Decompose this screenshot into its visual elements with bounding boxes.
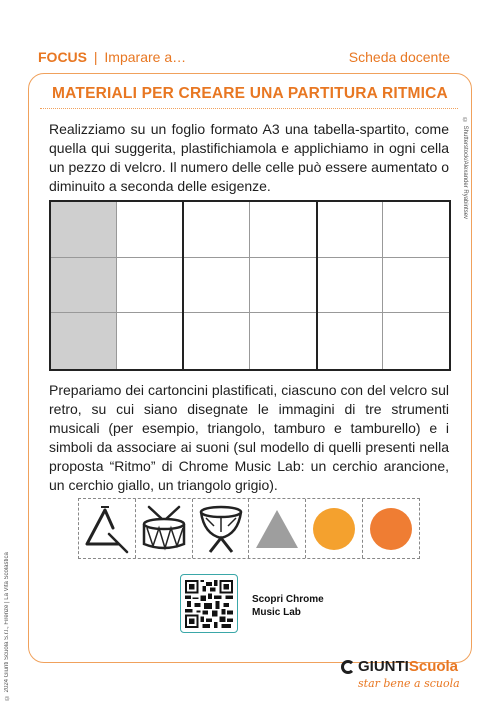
brand-tagline: star bene a scuola: [358, 677, 460, 690]
score-block: [316, 202, 449, 369]
header-section: Imparare a…: [104, 49, 187, 65]
brand-logo: [341, 658, 458, 675]
score-block: [182, 202, 315, 369]
orange-circle-icon: [369, 507, 413, 551]
header-separator: |: [93, 49, 98, 65]
score-cell: [383, 258, 449, 314]
score-cell: [51, 258, 117, 314]
card-drum: [135, 499, 192, 558]
gray-triangle-icon: [254, 508, 300, 550]
qr-caption-line1: Scopri Chrome: [252, 594, 324, 605]
score-block: [51, 202, 182, 369]
score-cell: [117, 313, 183, 369]
score-cell: [318, 313, 384, 369]
title-divider: [40, 108, 458, 109]
logo-mark-icon: [341, 660, 355, 674]
yellow-circle-icon: [312, 507, 356, 551]
instrument-cards: [78, 498, 420, 559]
score-table: [49, 200, 451, 371]
drum-icon: [139, 504, 189, 554]
qr-caption-line2: Music Lab: [252, 607, 301, 618]
paragraph-intro: Realizziamo su un foglio formato A3 una tabella-spartito, come quella qui suggerita, plastifichiamola e applichiamo in ogni cella un pezzo di velcro. Il numero delle celle può essere aumentato o diminuito a seconda delle esigenze.: [49, 121, 450, 194]
score-cell: [383, 202, 449, 258]
score-cell: [184, 258, 250, 314]
score-cell: [318, 202, 384, 258]
score-cell: [383, 313, 449, 369]
triangle-instrument-icon: [83, 504, 131, 554]
score-cell: [51, 313, 117, 369]
card-orange-circle: [362, 499, 419, 558]
score-cell: [250, 202, 316, 258]
paragraph-materials: Prepariamo dei cartoncini plastificati, ciascuno con del velcro sul retro, su cui siano disegnate le immagini di tre strumenti musicali (per esempio, triangolo, tamburo e tamburello) e i simboli da associare ai suoni (sul modello di quelli presenti nella proposta “Ritmo” di Chrome Music Lab: un cerchio arancione, un cerchio giallo, un triangolo grigio).: [49, 382, 449, 493]
score-cell: [117, 258, 183, 314]
header-left: [38, 49, 186, 65]
score-cell: [184, 202, 250, 258]
qr-caption: [252, 593, 324, 619]
score-cell: [250, 313, 316, 369]
tambourine-icon: [196, 504, 246, 554]
card-yellow-circle: [305, 499, 362, 558]
brand-name-b: Scuola: [408, 658, 459, 675]
qr-code-icon: [185, 580, 233, 628]
header-right: Scheda docente: [348, 49, 450, 65]
card-gray-triangle: [248, 499, 305, 558]
card-triangle-instrument: [79, 499, 135, 558]
brand-name-a: GIUNTI: [358, 658, 409, 675]
score-cell: [250, 258, 316, 314]
page-title: MATERIALI PER CREARE UNA PARTITURA RITMICA: [52, 85, 448, 102]
header-focus: FOCUS: [38, 49, 87, 65]
photo-credit: © Shutterstock/Alexander Ryabintsev: [462, 118, 468, 220]
score-cell: [117, 202, 183, 258]
copyright-credit: © 2024 Giunti Scuola S.r.l., Firenze | La Vita Scolastica: [4, 552, 10, 700]
score-cell: [51, 202, 117, 258]
card-tambourine: [192, 499, 249, 558]
score-cell: [318, 258, 384, 314]
score-cell: [184, 313, 250, 369]
qr-code-card[interactable]: [180, 574, 238, 633]
